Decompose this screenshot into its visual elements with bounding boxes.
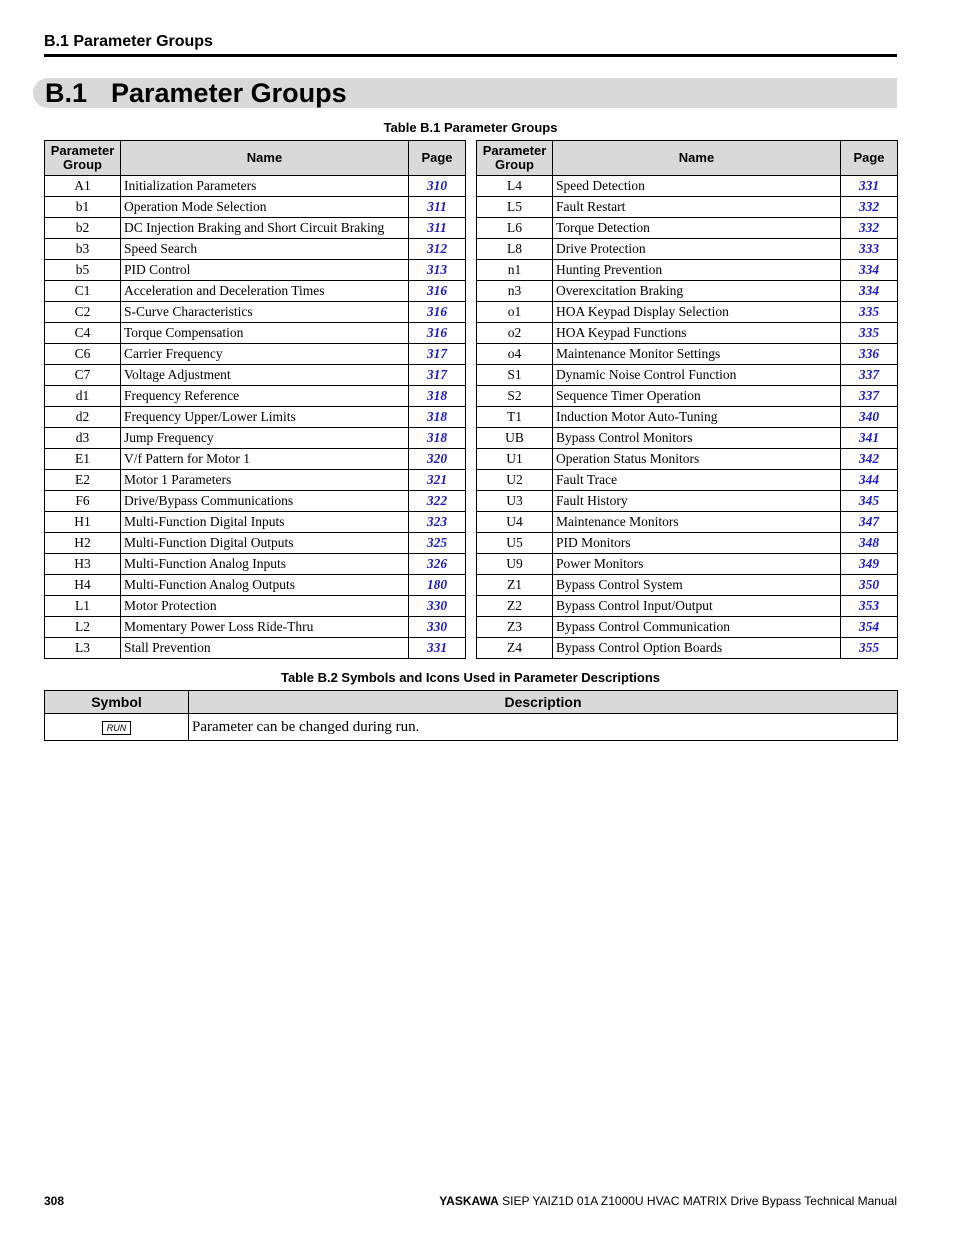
parameter-name-cell: Momentary Power Loss Ride-Thru	[121, 617, 409, 638]
page-link[interactable]: 316	[409, 281, 466, 302]
page-link[interactable]: 310	[409, 176, 466, 197]
parameter-group-cell: o2	[477, 323, 553, 344]
table-header-row	[477, 141, 898, 176]
table-row	[477, 281, 898, 302]
page-link[interactable]: 330	[409, 596, 466, 617]
page-link[interactable]: 312	[409, 239, 466, 260]
parameter-name-cell: Motor 1 Parameters	[121, 470, 409, 491]
brand-name: YASKAWA	[439, 1194, 499, 1208]
parameter-group-cell: UB	[477, 428, 553, 449]
parameter-group-cell: d3	[45, 428, 121, 449]
parameter-name-cell: Dynamic Noise Control Function	[553, 365, 841, 386]
table-row	[45, 365, 466, 386]
table-row	[477, 260, 898, 281]
page-link[interactable]: 321	[409, 470, 466, 491]
parameter-name-cell: Carrier Frequency	[121, 344, 409, 365]
page-link[interactable]: 336	[841, 344, 898, 365]
page-link[interactable]: 337	[841, 386, 898, 407]
parameter-name-cell: PID Control	[121, 260, 409, 281]
parameter-name-cell: PID Monitors	[553, 533, 841, 554]
table-row	[477, 512, 898, 533]
table-row	[477, 344, 898, 365]
table-row	[477, 470, 898, 491]
page-link[interactable]: 317	[409, 365, 466, 386]
parameter-group-cell: U5	[477, 533, 553, 554]
parameter-name-cell: Power Monitors	[553, 554, 841, 575]
section-title: Parameter Groups	[111, 78, 347, 108]
column-header-group: Parameter Group	[45, 141, 121, 176]
parameter-name-cell: Bypass Control System	[553, 575, 841, 596]
parameter-name-cell: Bypass Control Communication	[553, 617, 841, 638]
table-row	[45, 428, 466, 449]
parameter-name-cell: HOA Keypad Display Selection	[553, 302, 841, 323]
parameter-group-cell: n1	[477, 260, 553, 281]
page-link[interactable]: 332	[841, 218, 898, 239]
symbol-cell	[45, 714, 189, 741]
parameter-group-cell: L3	[45, 638, 121, 659]
parameter-group-cell: C6	[45, 344, 121, 365]
table-row	[477, 218, 898, 239]
parameter-group-cell: U1	[477, 449, 553, 470]
parameter-group-cell: H3	[45, 554, 121, 575]
table-row	[45, 239, 466, 260]
section-title-bar	[33, 78, 897, 108]
section-number: B.1	[45, 78, 88, 108]
parameter-name-cell: HOA Keypad Functions	[553, 323, 841, 344]
parameter-group-cell: Z3	[477, 617, 553, 638]
column-header-symbol: Symbol	[45, 691, 189, 714]
parameter-name-cell: Speed Search	[121, 239, 409, 260]
parameter-name-cell: Initialization Parameters	[121, 176, 409, 197]
page-link[interactable]: 337	[841, 365, 898, 386]
page-link[interactable]: 335	[841, 323, 898, 344]
parameter-name-cell: Bypass Control Input/Output	[553, 596, 841, 617]
header-rule	[44, 54, 897, 57]
running-head: B.1 Parameter Groups	[44, 33, 213, 50]
table-b2-caption: Table B.2 Symbols and Icons Used in Parameter Descriptions	[280, 670, 661, 685]
parameter-name-cell: Stall Prevention	[121, 638, 409, 659]
footer-manual-title	[439, 1194, 897, 1208]
table-row	[477, 239, 898, 260]
parameter-group-cell: L6	[477, 218, 553, 239]
parameter-group-cell: A1	[45, 176, 121, 197]
parameter-name-cell: Overexcitation Braking	[553, 281, 841, 302]
page-link[interactable]: 318	[409, 428, 466, 449]
parameter-name-cell: Frequency Reference	[121, 386, 409, 407]
table-row	[477, 407, 898, 428]
table-row	[477, 554, 898, 575]
parameter-group-cell: C7	[45, 365, 121, 386]
table-row	[45, 533, 466, 554]
parameter-group-cell: b5	[45, 260, 121, 281]
page-link[interactable]: 318	[409, 407, 466, 428]
parameter-group-cell: L2	[45, 617, 121, 638]
parameter-name-cell: Operation Status Monitors	[553, 449, 841, 470]
page-link[interactable]: 347	[841, 512, 898, 533]
table-b1-caption: Table B.1 Parameter Groups	[383, 120, 558, 135]
table-row	[477, 197, 898, 218]
page-link[interactable]: 311	[409, 218, 466, 239]
column-header-page: Page	[409, 141, 466, 176]
page-link[interactable]: 320	[409, 449, 466, 470]
table-row	[477, 617, 898, 638]
page-link[interactable]: 350	[841, 575, 898, 596]
symbols-table	[44, 690, 898, 741]
table-row	[45, 407, 466, 428]
table-row	[45, 323, 466, 344]
parameter-name-cell: Fault History	[553, 491, 841, 512]
page-link[interactable]: 326	[409, 554, 466, 575]
parameter-name-cell: Multi-Function Digital Inputs	[121, 512, 409, 533]
parameter-group-cell: U4	[477, 512, 553, 533]
page-link[interactable]: 331	[409, 638, 466, 659]
parameter-name-cell: Jump Frequency	[121, 428, 409, 449]
page-number: 308	[44, 1194, 65, 1208]
parameter-name-cell: Bypass Control Option Boards	[553, 638, 841, 659]
parameter-group-cell: n3	[477, 281, 553, 302]
parameter-name-cell: Torque Compensation	[121, 323, 409, 344]
table-row	[45, 197, 466, 218]
table-row	[45, 260, 466, 281]
page-link[interactable]: 313	[409, 260, 466, 281]
parameter-name-cell: Induction Motor Auto-Tuning	[553, 407, 841, 428]
parameter-group-cell: H4	[45, 575, 121, 596]
table-row	[45, 638, 466, 659]
table-row	[45, 554, 466, 575]
parameter-name-cell: Frequency Upper/Lower Limits	[121, 407, 409, 428]
parameter-name-cell: V/f Pattern for Motor 1	[121, 449, 409, 470]
parameter-name-cell: Motor Protection	[121, 596, 409, 617]
column-header-group: Parameter Group	[477, 141, 553, 176]
table-row	[477, 302, 898, 323]
table-row	[45, 491, 466, 512]
table-row	[45, 176, 466, 197]
parameter-group-cell: S1	[477, 365, 553, 386]
parameter-group-cell: b3	[45, 239, 121, 260]
parameter-name-cell: Drive Protection	[553, 239, 841, 260]
parameter-groups-table-left	[44, 140, 466, 659]
page-link[interactable]: 322	[409, 491, 466, 512]
table-row	[477, 428, 898, 449]
parameter-group-cell: d2	[45, 407, 121, 428]
parameter-name-cell: S-Curve Characteristics	[121, 302, 409, 323]
page-link[interactable]: 335	[841, 302, 898, 323]
parameter-group-cell: S2	[477, 386, 553, 407]
table-row	[45, 344, 466, 365]
table-row	[477, 365, 898, 386]
parameter-name-cell: Multi-Function Digital Outputs	[121, 533, 409, 554]
page-link[interactable]: 353	[841, 596, 898, 617]
table-row	[477, 596, 898, 617]
table-row	[477, 449, 898, 470]
page-link[interactable]: 330	[409, 617, 466, 638]
page-link[interactable]: 334	[841, 260, 898, 281]
parameter-name-cell: Multi-Function Analog Outputs	[121, 575, 409, 596]
parameter-group-cell: o1	[477, 302, 553, 323]
parameter-name-cell: Hunting Prevention	[553, 260, 841, 281]
parameter-name-cell: DC Injection Braking and Short Circuit Braking	[121, 218, 409, 239]
table-row	[45, 617, 466, 638]
table-row	[477, 386, 898, 407]
page-link[interactable]: 355	[841, 638, 898, 659]
page-link[interactable]: 333	[841, 239, 898, 260]
page-link[interactable]: 325	[409, 533, 466, 554]
page-link[interactable]: 349	[841, 554, 898, 575]
parameter-name-cell: Maintenance Monitor Settings	[553, 344, 841, 365]
description-cell: Parameter can be changed during run.	[189, 714, 898, 741]
page-link[interactable]: 316	[409, 302, 466, 323]
table-row	[45, 302, 466, 323]
table-row	[45, 512, 466, 533]
parameter-group-cell: U3	[477, 491, 553, 512]
table-row	[45, 470, 466, 491]
run-icon: RUN	[102, 721, 132, 735]
parameter-group-cell: d1	[45, 386, 121, 407]
parameter-group-cell: L5	[477, 197, 553, 218]
parameter-group-cell: o4	[477, 344, 553, 365]
parameter-group-cell: H2	[45, 533, 121, 554]
page-link[interactable]: 348	[841, 533, 898, 554]
parameter-name-cell: Multi-Function Analog Inputs	[121, 554, 409, 575]
parameter-group-cell: C4	[45, 323, 121, 344]
parameter-group-cell: Z1	[477, 575, 553, 596]
column-header-page: Page	[841, 141, 898, 176]
page-link[interactable]: 180	[409, 575, 466, 596]
column-header-name: Name	[121, 141, 409, 176]
parameter-group-cell: H1	[45, 512, 121, 533]
page-link[interactable]: 340	[841, 407, 898, 428]
table-header-row	[45, 691, 898, 714]
parameter-group-cell: E2	[45, 470, 121, 491]
table-row	[45, 449, 466, 470]
page-link[interactable]: 311	[409, 197, 466, 218]
parameter-groups-table-right	[476, 140, 898, 659]
parameter-group-cell: U2	[477, 470, 553, 491]
parameter-group-cell: C1	[45, 281, 121, 302]
parameter-group-cell: b2	[45, 218, 121, 239]
table-row	[45, 575, 466, 596]
table-row	[45, 714, 898, 741]
parameter-name-cell: Fault Trace	[553, 470, 841, 491]
parameter-group-cell: U9	[477, 554, 553, 575]
parameter-group-cell: Z2	[477, 596, 553, 617]
parameter-name-cell: Speed Detection	[553, 176, 841, 197]
parameter-name-cell: Acceleration and Deceleration Times	[121, 281, 409, 302]
page-link[interactable]: 331	[841, 176, 898, 197]
column-header-name: Name	[553, 141, 841, 176]
page-link[interactable]: 342	[841, 449, 898, 470]
manual-title: SIEP YAIZ1D 01A Z1000U HVAC MATRIX Drive Bypass Technical Manual	[498, 1194, 897, 1208]
parameter-group-cell: F6	[45, 491, 121, 512]
page-link[interactable]: 345	[841, 491, 898, 512]
page-link[interactable]: 316	[409, 323, 466, 344]
page-link[interactable]: 354	[841, 617, 898, 638]
table-header-row	[45, 141, 466, 176]
parameter-group-cell: E1	[45, 449, 121, 470]
table-row	[45, 386, 466, 407]
parameter-name-cell: Maintenance Monitors	[553, 512, 841, 533]
parameter-name-cell: Fault Restart	[553, 197, 841, 218]
page-link[interactable]: 317	[409, 344, 466, 365]
parameter-name-cell: Bypass Control Monitors	[553, 428, 841, 449]
page-link[interactable]: 344	[841, 470, 898, 491]
parameter-group-cell: b1	[45, 197, 121, 218]
table-row	[45, 596, 466, 617]
parameter-group-cell: L4	[477, 176, 553, 197]
table-row	[477, 176, 898, 197]
table-row	[477, 575, 898, 596]
parameter-name-cell: Voltage Adjustment	[121, 365, 409, 386]
page-link[interactable]: 318	[409, 386, 466, 407]
parameter-group-cell: Z4	[477, 638, 553, 659]
table-row	[477, 533, 898, 554]
parameter-name-cell: Drive/Bypass Communications	[121, 491, 409, 512]
parameter-name-cell: Torque Detection	[553, 218, 841, 239]
table-row	[477, 491, 898, 512]
parameter-group-cell: L8	[477, 239, 553, 260]
parameter-group-cell: C2	[45, 302, 121, 323]
parameter-group-cell: L1	[45, 596, 121, 617]
parameter-name-cell: Operation Mode Selection	[121, 197, 409, 218]
column-header-description: Description	[189, 691, 898, 714]
parameter-group-cell: T1	[477, 407, 553, 428]
table-row	[477, 638, 898, 659]
page-link[interactable]: 334	[841, 281, 898, 302]
page-link[interactable]: 341	[841, 428, 898, 449]
table-row	[45, 218, 466, 239]
table-row	[45, 281, 466, 302]
table-row	[477, 323, 898, 344]
page-link[interactable]: 332	[841, 197, 898, 218]
page-link[interactable]: 323	[409, 512, 466, 533]
parameter-name-cell: Sequence Timer Operation	[553, 386, 841, 407]
